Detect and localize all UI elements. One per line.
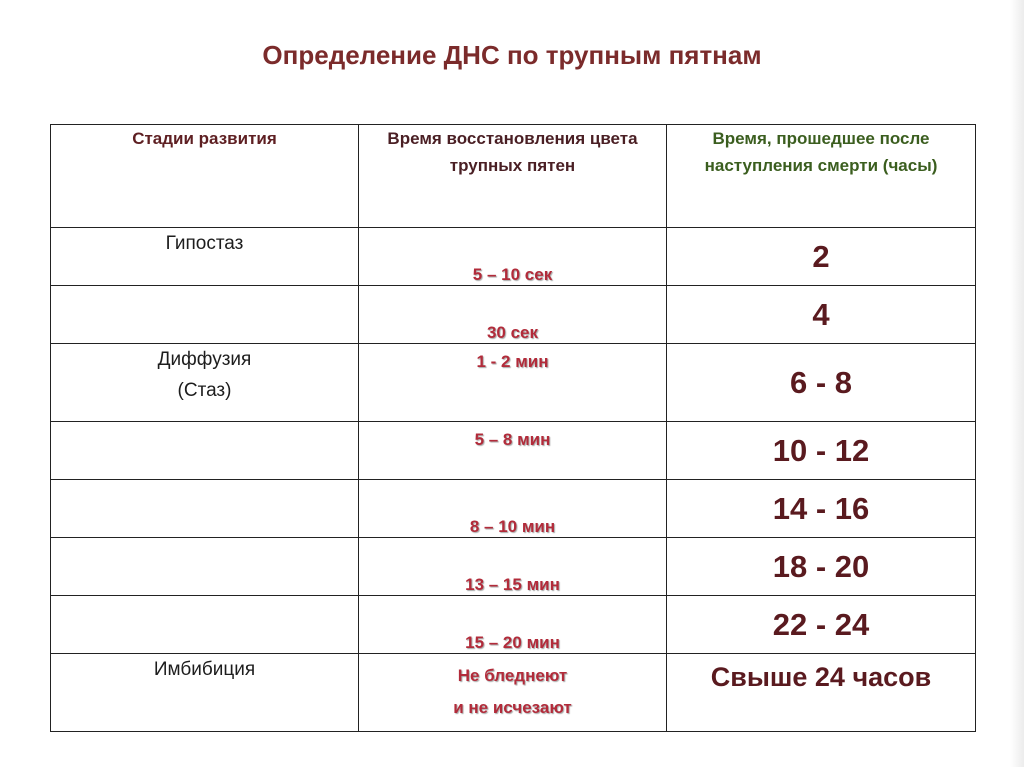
hours-cell: 14 - 16 [667, 480, 976, 538]
hours-cell: 6 - 8 [667, 344, 976, 422]
stage-cell: Гипостаз [51, 228, 359, 286]
hours-cell: 18 - 20 [667, 538, 976, 596]
hours-cell: 10 - 12 [667, 422, 976, 480]
table-row [51, 596, 976, 654]
stage-cell [51, 344, 359, 422]
stage-cell: Имбибиция [51, 654, 359, 732]
time-cell: 15 – 20 мин [359, 596, 667, 654]
time-line: и не исчезают [453, 698, 572, 717]
hours-cell: 2 [667, 228, 976, 286]
time-cell: 8 – 10 мин [359, 480, 667, 538]
header-stages: Стадии развития [51, 125, 359, 228]
table-row [51, 654, 976, 732]
header-recovery-time: Время восстановления цвета трупных пятен [359, 125, 667, 228]
stage-line: Диффузия [157, 349, 252, 370]
table-row [51, 228, 976, 286]
table-row [51, 344, 976, 422]
header-elapsed-time: Время, прошедшее после наступления смерти (часы) [667, 125, 976, 228]
time-cell: 30 сек [359, 286, 667, 344]
time-cell [359, 654, 667, 732]
hours-cell: Свыше 24 часов [667, 654, 976, 732]
time-cell: 1 - 2 мин [359, 344, 667, 422]
time-cell: 13 – 15 мин [359, 538, 667, 596]
stage-line: (Стаз) [177, 380, 232, 401]
stage-cell [51, 480, 359, 538]
table-header-row [51, 125, 976, 228]
hours-cell: 22 - 24 [667, 596, 976, 654]
time-cell: 5 – 10 сек [359, 228, 667, 286]
dns-table [50, 124, 976, 732]
hours-cell: 4 [667, 286, 976, 344]
table-row [51, 480, 976, 538]
time-line: Не бледнеют [457, 666, 568, 685]
stage-cell [51, 596, 359, 654]
stage-cell [51, 538, 359, 596]
time-cell: 5 – 8 мин [359, 422, 667, 480]
stage-cell [51, 286, 359, 344]
table-row [51, 422, 976, 480]
slide-edge-shadow [1010, 0, 1024, 767]
table-row [51, 286, 976, 344]
stage-cell [51, 422, 359, 480]
table-row [51, 538, 976, 596]
page-title: Определение ДНС по трупным пятнам [262, 40, 762, 70]
